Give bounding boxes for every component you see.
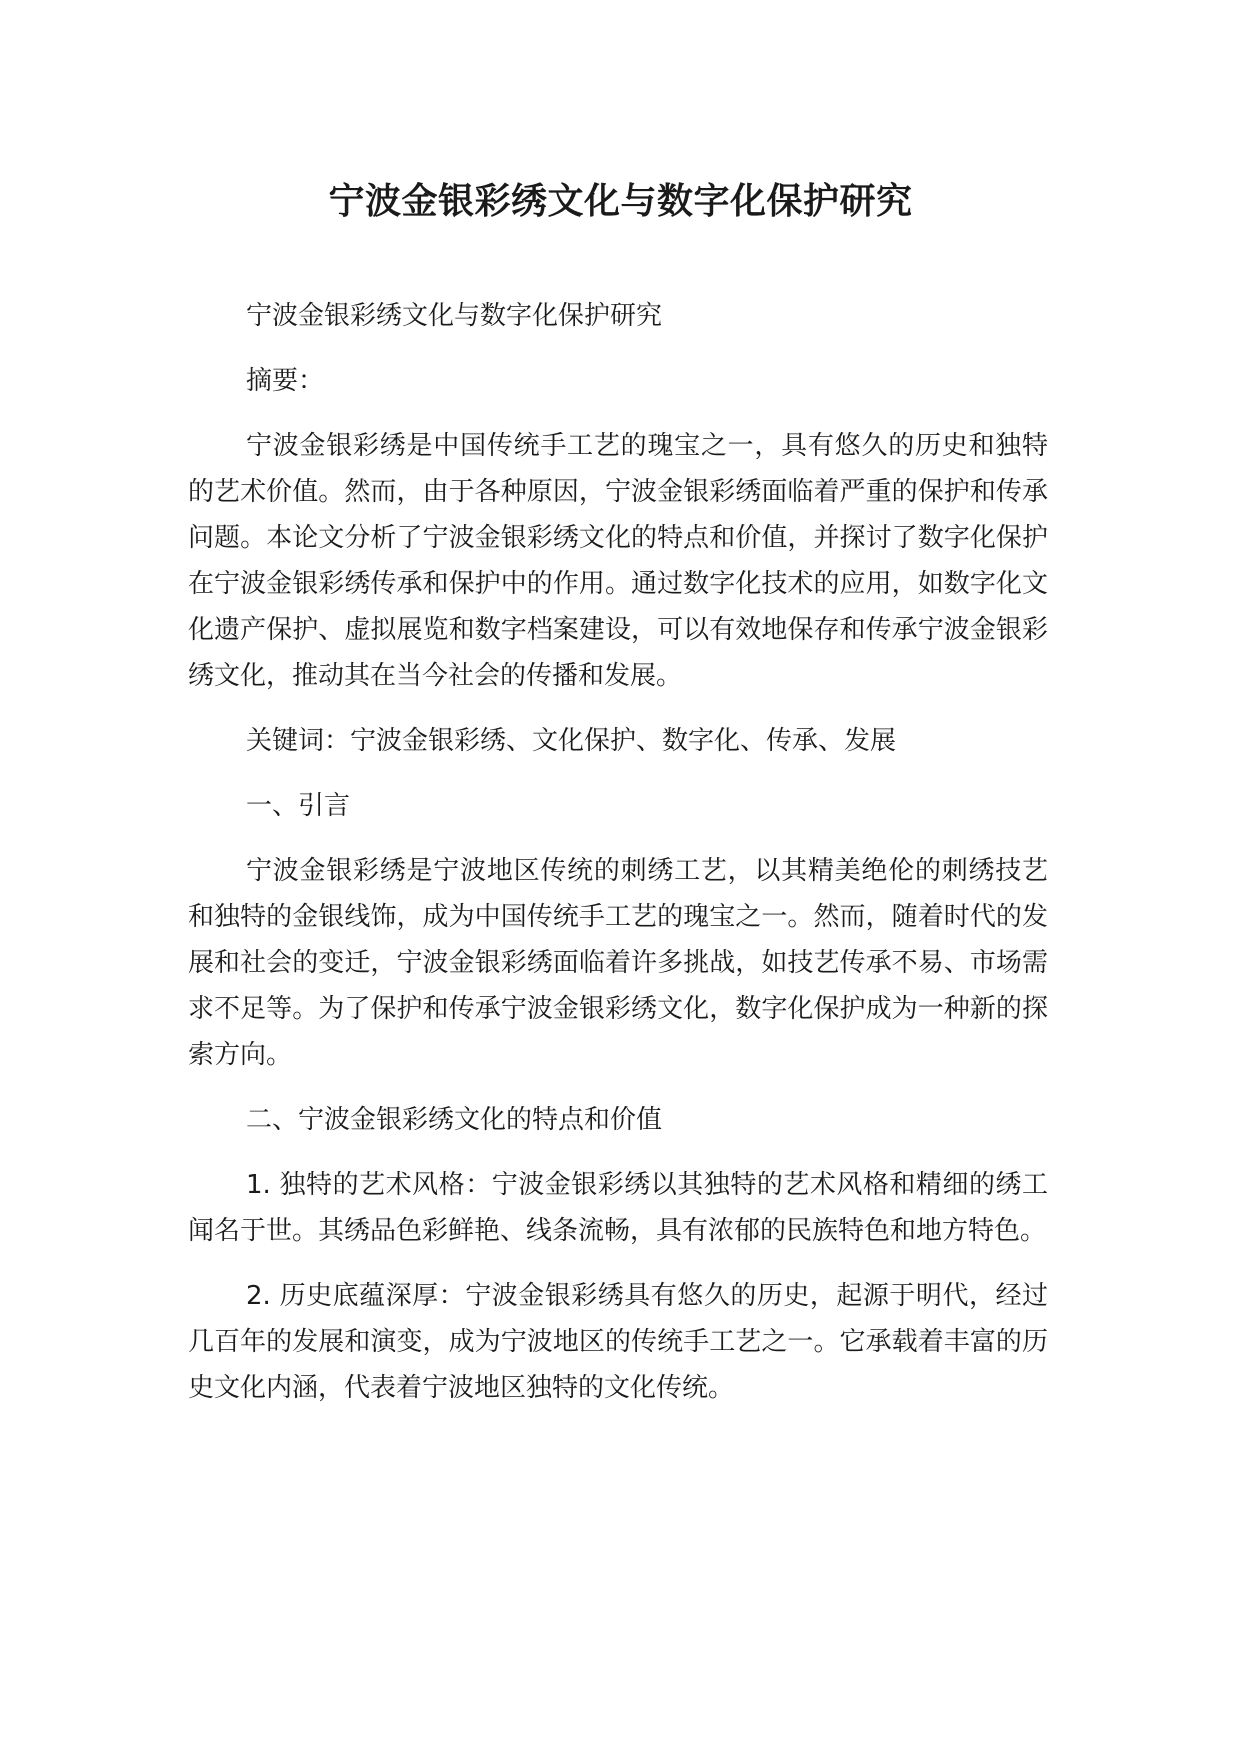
abstract-heading: 摘要： xyxy=(246,366,325,396)
keywords-paragraph: 关键词：宁波金银彩绣、文化保护、数字化、传承、发展 xyxy=(246,726,897,756)
feature-paragraph: 2. 历史底蕴深厚：宁波金银彩绣具有悠久的历史，起源于明代，经过几百年的发展和演变，成为宁波地区的传统手工艺之一。它承载着丰富的历史文化内涵，代表着宁波地区独特的文化传统。 xyxy=(188,1281,1048,1403)
section-heading-intro: 一、引言 xyxy=(246,791,351,821)
subtitle-paragraph: 宁波金银彩绣文化与数字化保护研究 xyxy=(246,301,663,331)
section-heading-features: 二、宁波金银彩绣文化的特点和价值 xyxy=(246,1105,663,1135)
document-title: 宁波金银彩绣文化与数字化保护研究 xyxy=(328,181,913,222)
feature-paragraph: 1. 独特的艺术风格：宁波金银彩绣以其独特的艺术风格和精细的绣工闻名于世。其绣品色彩鲜艳、线条流畅，具有浓郁的民族特色和地方特色。 xyxy=(188,1170,1048,1246)
intro-paragraph: 宁波金银彩绣是宁波地区传统的刺绣工艺，以其精美绝伦的刺绣技艺和独特的金银线饰，成为中国传统手工艺的瑰宝之一。然而，随着时代的发展和社会的变迁，宁波金银彩绣面临着许多挑战，如技艺传承不易、市场需求不足等。为了保护和传承宁波金银彩绣文化，数字化保护成为一种新的探索方向。 xyxy=(188,856,1048,1070)
abstract-paragraph: 宁波金银彩绣是中国传统手工艺的瑰宝之一，具有悠久的历史和独特的艺术价值。然而，由于各种原因，宁波金银彩绣面临着严重的保护和传承问题。本论文分析了宁波金银彩绣文化的特点和价值，并探讨了数字化保护在宁波金银彩绣传承和保护中的作用。通过数字化技术的应用，如数字化文化遗产保护、虚拟展览和数字档案建设，可以有效地保存和传承宁波金银彩绣文化，推动其在当今社会的传播和发展。 xyxy=(188,431,1048,691)
document-body xyxy=(188,293,1048,1430)
